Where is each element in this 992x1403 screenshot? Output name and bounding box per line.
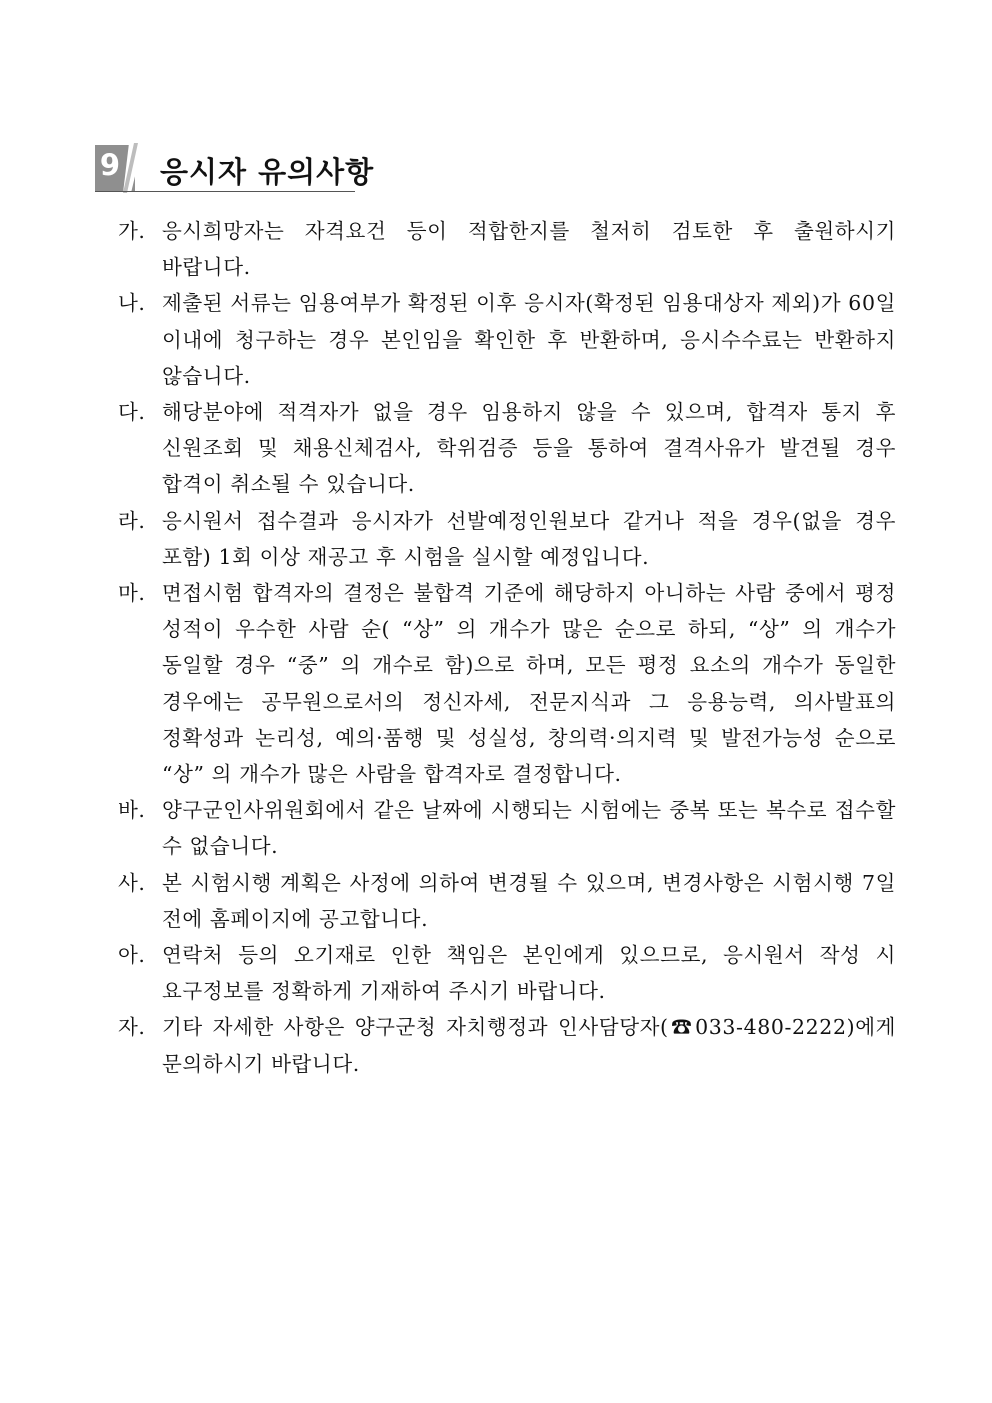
notice-marker: 가. [118,219,146,243]
notice-text: 제출된 서류는 임용여부가 확정된 이후 응시자(확정된 임용대상자 제외)가 60일 이내에 청구하는 경우 본인임을 확인한 후 반환하며, 응시수수료는 반환하지 않습니다. [162,291,896,388]
notice-text: 기타 자세한 사항은 양구군청 자치행정과 인사담당자(☎033-480-2222)에게 문의하시기 바랍니다. [162,1015,896,1076]
notice-text: 본 시험시행 계획은 사정에 의하여 변경될 수 있으며, 변경사항은 시험시행 7일 전에 홈페이지에 공고합니다. [162,870,896,931]
notice-item [118,394,896,503]
notice-item [118,792,896,864]
notice-text: 면접시험 합격자의 결정은 불합격 기준에 해당하지 아니하는 사람 중에서 평정 성적이 우수한 사람 순( “상” 의 개수가 많은 순으로 하되, “상” 의 개수가 동일할 경우 “중” 의 개수로 함)으로 하며, 모든 평정 요소의 개수가 동일한 경우에는 공무원으로서의 정신자세, 전문지식과 그 응용능력, 의사발표의 정확성과 논리성, 예의·품행 및 성실성, 창의력·의지력 및 발전가능성 순으로 “상” 의 개수가 많은 사람을 합격자로 결정합니다. [162,581,896,787]
notice-marker: 다. [118,400,146,425]
notice-marker: 라. [118,508,146,533]
notice-marker: 나. [118,291,146,316]
notice-marker: 바. [118,798,146,823]
notice-marker: 사. [118,870,146,895]
notice-text: 응시원서 접수결과 응시자가 선발예정인원보다 같거나 적을 경우(없을 경우 포함) 1회 이상 재공고 후 시험을 실시할 예정입니다. [162,508,896,569]
section-header [95,145,895,193]
notice-item [118,575,896,792]
notice-text: 응시희망자는 자격요건 등이 적합한지를 철저히 검토한 후 출원하시기 바랍니다. [162,219,896,280]
notice-marker: 자. [118,1015,146,1040]
notice-text: 연락처 등의 오기재로 인한 책임은 본인에게 있으므로, 응시원서 작성 시 요구정보를 정확하게 기재하여 주시기 바랍니다. [162,943,896,1004]
notice-item [118,937,896,1009]
notice-item [118,865,896,937]
notice-text: 해당분야에 적격자가 없을 경우 임용하지 않을 수 있으며, 합격자 통지 후 신원조회 및 채용신체검사, 학위검증 등을 통하여 결격사유가 발견될 경우 합격이 취소될 수 있습니다. [162,400,896,497]
badge-slash-decoration [123,143,143,193]
notice-marker: 마. [118,581,146,606]
notice-text: 양구군인사위원회에서 같은 날짜에 시행되는 시험에는 중복 또는 복수로 접수할 수 없습니다. [162,798,896,859]
notice-item [118,1009,896,1081]
section-title: 응시자 유의사항 [160,155,375,189]
section-number-badge [95,145,135,191]
header-underline [95,191,355,192]
notice-list [118,213,896,1082]
notice-item [118,213,896,285]
section-number: 9 [99,148,121,182]
notice-item [118,503,896,575]
notice-item [118,285,896,394]
notice-marker: 아. [118,943,146,968]
